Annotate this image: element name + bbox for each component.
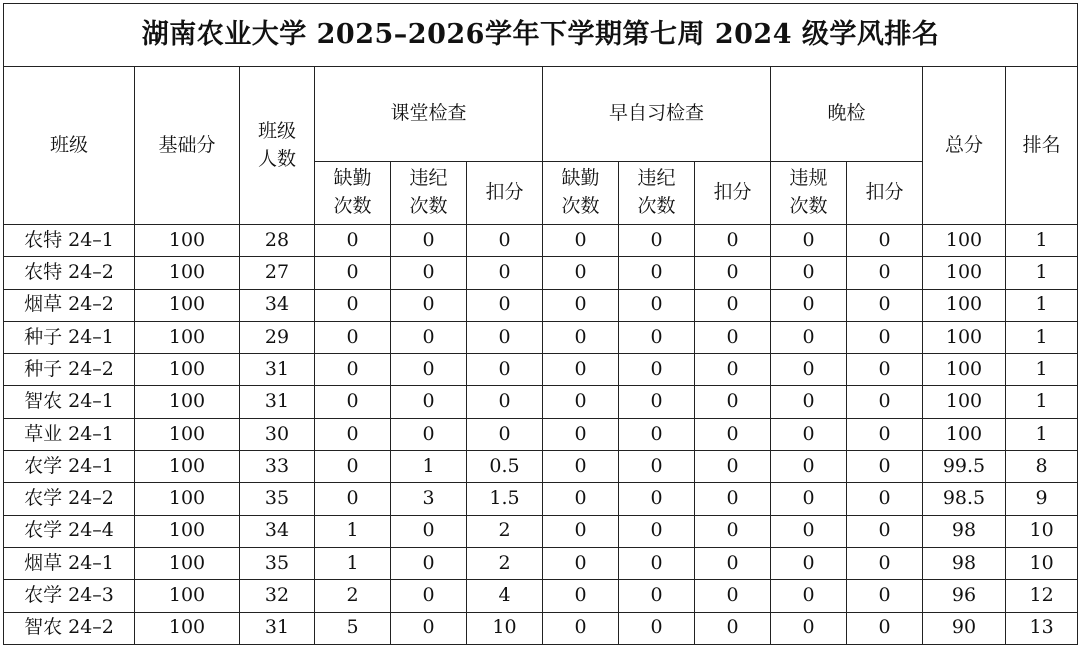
cell-rank: 8 [1006, 451, 1078, 483]
table-row [4, 225, 1078, 257]
cell-classroom-absent: 1 [315, 547, 391, 579]
cell-classroom-absent: 0 [315, 225, 391, 257]
cell-morning-absent: 0 [543, 612, 619, 644]
cell-morning-discipline: 0 [619, 257, 695, 289]
header-class: 班级 [4, 67, 135, 225]
cell-evening-violation: 0 [771, 225, 847, 257]
cell-classroom-absent: 0 [315, 451, 391, 483]
cell-morning-discipline: 0 [619, 386, 695, 418]
cell-classroom-absent: 5 [315, 612, 391, 644]
header-total: 总分 [923, 67, 1006, 225]
header-classroom-check: 课堂检查 [315, 67, 543, 162]
cell-morning-deduct: 0 [695, 386, 771, 418]
header-evening-violation: 违规 次数 [771, 162, 847, 225]
cell-evening-violation: 0 [771, 515, 847, 547]
cell-class-size: 33 [240, 451, 315, 483]
cell-morning-absent: 0 [543, 386, 619, 418]
cell-total: 100 [923, 257, 1006, 289]
cell-classroom-discipline: 0 [391, 321, 467, 353]
cell-total: 90 [923, 612, 1006, 644]
cell-class-size: 31 [240, 354, 315, 386]
cell-total: 96 [923, 580, 1006, 612]
cell-class: 烟草 24–1 [4, 547, 135, 579]
cell-total: 100 [923, 225, 1006, 257]
cell-morning-deduct: 0 [695, 225, 771, 257]
table-row [4, 580, 1078, 612]
cell-base-score: 100 [135, 321, 240, 353]
cell-class: 农学 24–1 [4, 451, 135, 483]
cell-evening-violation: 0 [771, 321, 847, 353]
cell-morning-deduct: 0 [695, 612, 771, 644]
table-row [4, 386, 1078, 418]
cell-evening-violation: 0 [771, 354, 847, 386]
table-title: 湖南农业大学 2025–2026学年下学期第七周 2024 级学风排名 [4, 4, 1078, 67]
cell-total: 100 [923, 354, 1006, 386]
cell-rank: 12 [1006, 580, 1078, 612]
cell-classroom-discipline: 0 [391, 257, 467, 289]
ranking-sheet [3, 3, 1077, 660]
cell-morning-deduct: 0 [695, 547, 771, 579]
cell-classroom-absent: 0 [315, 354, 391, 386]
cell-classroom-discipline: 0 [391, 612, 467, 644]
cell-classroom-discipline: 0 [391, 289, 467, 321]
cell-classroom-deduct: 10 [467, 612, 543, 644]
cell-base-score: 100 [135, 225, 240, 257]
cell-total: 100 [923, 386, 1006, 418]
cell-class-size: 35 [240, 483, 315, 515]
header-classroom-discipline: 违纪 次数 [391, 162, 467, 225]
cell-classroom-absent: 0 [315, 418, 391, 450]
cell-classroom-discipline: 0 [391, 418, 467, 450]
cell-total: 98 [923, 547, 1006, 579]
table-row [4, 547, 1078, 579]
cell-classroom-absent: 0 [315, 257, 391, 289]
cell-total: 99.5 [923, 451, 1006, 483]
cell-evening-deduct: 0 [847, 225, 923, 257]
cell-classroom-deduct: 0 [467, 257, 543, 289]
cell-class-size: 28 [240, 225, 315, 257]
cell-class-size: 34 [240, 289, 315, 321]
cell-morning-absent: 0 [543, 289, 619, 321]
cell-base-score: 100 [135, 418, 240, 450]
cell-morning-absent: 0 [543, 515, 619, 547]
cell-rank: 1 [1006, 386, 1078, 418]
cell-morning-deduct: 0 [695, 354, 771, 386]
cell-morning-absent: 0 [543, 225, 619, 257]
cell-class: 智农 24–2 [4, 612, 135, 644]
cell-base-score: 100 [135, 483, 240, 515]
cell-evening-deduct: 0 [847, 321, 923, 353]
cell-rank: 1 [1006, 354, 1078, 386]
cell-base-score: 100 [135, 451, 240, 483]
cell-rank: 1 [1006, 225, 1078, 257]
cell-classroom-absent: 0 [315, 483, 391, 515]
cell-class: 农学 24–3 [4, 580, 135, 612]
cell-evening-deduct: 0 [847, 515, 923, 547]
cell-morning-deduct: 0 [695, 289, 771, 321]
cell-morning-discipline: 0 [619, 612, 695, 644]
cell-classroom-absent: 0 [315, 289, 391, 321]
cell-base-score: 100 [135, 580, 240, 612]
cell-evening-deduct: 0 [847, 580, 923, 612]
cell-base-score: 100 [135, 547, 240, 579]
cell-total: 98.5 [923, 483, 1006, 515]
ranking-table [3, 3, 1078, 645]
table-row [4, 257, 1078, 289]
cell-morning-deduct: 0 [695, 451, 771, 483]
cell-class-size: 31 [240, 612, 315, 644]
cell-class-size: 30 [240, 418, 315, 450]
cell-morning-discipline: 0 [619, 289, 695, 321]
table-row [4, 321, 1078, 353]
cell-rank: 1 [1006, 289, 1078, 321]
cell-evening-violation: 0 [771, 483, 847, 515]
cell-rank: 1 [1006, 257, 1078, 289]
cell-classroom-deduct: 0.5 [467, 451, 543, 483]
header-classroom-absent: 缺勤 次数 [315, 162, 391, 225]
cell-evening-deduct: 0 [847, 257, 923, 289]
cell-morning-deduct: 0 [695, 483, 771, 515]
cell-class-size: 32 [240, 580, 315, 612]
cell-classroom-deduct: 0 [467, 386, 543, 418]
cell-classroom-deduct: 4 [467, 580, 543, 612]
header-morning-discipline: 违纪 次数 [619, 162, 695, 225]
cell-rank: 9 [1006, 483, 1078, 515]
cell-morning-deduct: 0 [695, 257, 771, 289]
cell-morning-absent: 0 [543, 257, 619, 289]
cell-morning-absent: 0 [543, 580, 619, 612]
cell-morning-deduct: 0 [695, 321, 771, 353]
cell-class-size: 29 [240, 321, 315, 353]
cell-evening-deduct: 0 [847, 386, 923, 418]
cell-morning-absent: 0 [543, 547, 619, 579]
cell-class-size: 27 [240, 257, 315, 289]
cell-classroom-deduct: 0 [467, 354, 543, 386]
cell-morning-absent: 0 [543, 321, 619, 353]
cell-rank: 1 [1006, 418, 1078, 450]
cell-class-size: 35 [240, 547, 315, 579]
cell-evening-deduct: 0 [847, 418, 923, 450]
cell-evening-violation: 0 [771, 547, 847, 579]
cell-class: 智农 24–1 [4, 386, 135, 418]
cell-total: 98 [923, 515, 1006, 547]
cell-base-score: 100 [135, 515, 240, 547]
header-rank: 排名 [1006, 67, 1078, 225]
cell-classroom-discipline: 0 [391, 225, 467, 257]
cell-class-size: 34 [240, 515, 315, 547]
cell-morning-discipline: 0 [619, 451, 695, 483]
cell-classroom-absent: 1 [315, 515, 391, 547]
header-morning-absent: 缺勤 次数 [543, 162, 619, 225]
cell-evening-violation: 0 [771, 289, 847, 321]
cell-evening-deduct: 0 [847, 289, 923, 321]
cell-evening-violation: 0 [771, 580, 847, 612]
cell-rank: 1 [1006, 321, 1078, 353]
cell-morning-discipline: 0 [619, 354, 695, 386]
cell-morning-absent: 0 [543, 483, 619, 515]
cell-evening-violation: 0 [771, 418, 847, 450]
table-row [4, 354, 1078, 386]
cell-rank: 13 [1006, 612, 1078, 644]
table-row [4, 612, 1078, 644]
cell-classroom-absent: 0 [315, 386, 391, 418]
cell-classroom-deduct: 0 [467, 225, 543, 257]
header-morning-check: 早自习检查 [543, 67, 771, 162]
header-classroom-deduct: 扣分 [467, 162, 543, 225]
cell-morning-discipline: 0 [619, 515, 695, 547]
header-base-score: 基础分 [135, 67, 240, 225]
cell-classroom-absent: 2 [315, 580, 391, 612]
cell-classroom-discipline: 1 [391, 451, 467, 483]
cell-base-score: 100 [135, 612, 240, 644]
cell-evening-violation: 0 [771, 451, 847, 483]
cell-evening-violation: 0 [771, 386, 847, 418]
cell-class: 烟草 24–2 [4, 289, 135, 321]
cell-rank: 10 [1006, 547, 1078, 579]
cell-morning-deduct: 0 [695, 515, 771, 547]
cell-class: 草业 24–1 [4, 418, 135, 450]
table-row [4, 289, 1078, 321]
cell-classroom-discipline: 0 [391, 515, 467, 547]
cell-morning-discipline: 0 [619, 483, 695, 515]
table-row [4, 515, 1078, 547]
cell-evening-deduct: 0 [847, 612, 923, 644]
cell-morning-absent: 0 [543, 418, 619, 450]
cell-class: 农特 24–1 [4, 225, 135, 257]
cell-morning-absent: 0 [543, 451, 619, 483]
cell-base-score: 100 [135, 257, 240, 289]
cell-base-score: 100 [135, 289, 240, 321]
cell-class: 农学 24–2 [4, 483, 135, 515]
cell-base-score: 100 [135, 386, 240, 418]
cell-evening-deduct: 0 [847, 451, 923, 483]
cell-evening-deduct: 0 [847, 354, 923, 386]
cell-classroom-absent: 0 [315, 321, 391, 353]
cell-evening-violation: 0 [771, 612, 847, 644]
cell-morning-discipline: 0 [619, 547, 695, 579]
table-row [4, 451, 1078, 483]
cell-total: 100 [923, 418, 1006, 450]
cell-rank: 10 [1006, 515, 1078, 547]
header-class-size: 班级 人数 [240, 67, 315, 225]
cell-classroom-discipline: 0 [391, 547, 467, 579]
cell-classroom-discipline: 0 [391, 354, 467, 386]
cell-classroom-deduct: 0 [467, 418, 543, 450]
cell-class: 农特 24–2 [4, 257, 135, 289]
cell-classroom-deduct: 2 [467, 515, 543, 547]
cell-classroom-deduct: 0 [467, 289, 543, 321]
cell-class: 农学 24–4 [4, 515, 135, 547]
cell-classroom-discipline: 0 [391, 386, 467, 418]
table-row [4, 418, 1078, 450]
cell-evening-deduct: 0 [847, 483, 923, 515]
cell-classroom-discipline: 3 [391, 483, 467, 515]
cell-morning-discipline: 0 [619, 418, 695, 450]
cell-class: 种子 24–2 [4, 354, 135, 386]
cell-base-score: 100 [135, 354, 240, 386]
cell-morning-discipline: 0 [619, 225, 695, 257]
cell-morning-absent: 0 [543, 354, 619, 386]
cell-total: 100 [923, 289, 1006, 321]
cell-morning-deduct: 0 [695, 418, 771, 450]
cell-evening-deduct: 0 [847, 547, 923, 579]
cell-class: 种子 24–1 [4, 321, 135, 353]
cell-morning-discipline: 0 [619, 580, 695, 612]
cell-classroom-deduct: 1.5 [467, 483, 543, 515]
header-evening-check: 晚检 [771, 67, 923, 162]
table-row [4, 483, 1078, 515]
header-evening-deduct: 扣分 [847, 162, 923, 225]
cell-evening-violation: 0 [771, 257, 847, 289]
cell-total: 100 [923, 321, 1006, 353]
cell-classroom-discipline: 0 [391, 580, 467, 612]
cell-morning-discipline: 0 [619, 321, 695, 353]
cell-morning-deduct: 0 [695, 580, 771, 612]
cell-classroom-deduct: 2 [467, 547, 543, 579]
cell-classroom-deduct: 0 [467, 321, 543, 353]
header-morning-deduct: 扣分 [695, 162, 771, 225]
cell-class-size: 31 [240, 386, 315, 418]
